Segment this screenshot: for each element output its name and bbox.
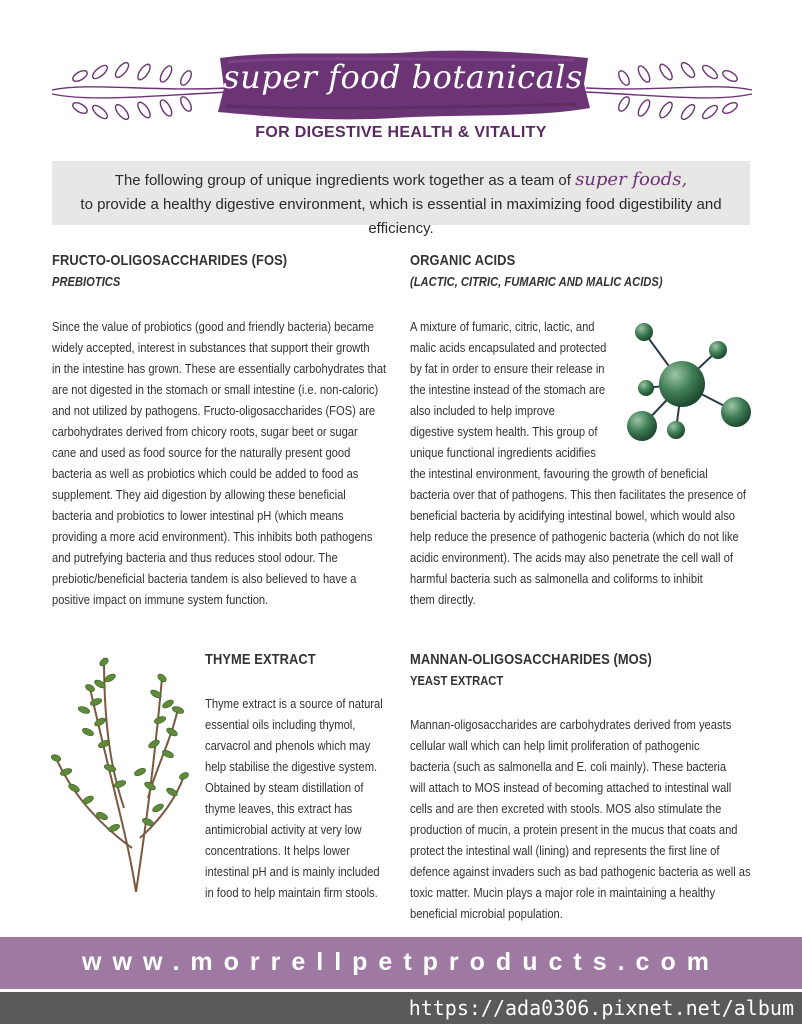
fos-body: Since the value of probiotics (good and friendly bacteria) became widely accepted, interest in substances that support their growth in the intestine has grown. These are essentially carbohydrates that are not digested in the stomach or small intestine (i.e. non-caloric) and not utilized by pathogens. Fructo-oligosaccharides (FOS) are carbohydrates derived from chicory roots, sugar beet or sugar cane and used as food source for the naturally present good bacteria as well as probiotics which could be added to food as supplement. They aid digestion by allowing these beneficial bacteria and probiotics to lower intestinal pH (which means providing a more acid environment). This inhibits both pathogens and putrefying bacteria and thus reduces stool odour. The prebiotic/beneficial bacteria tandem is also believed to have a positive impact on immune system function. <box>52 319 387 607</box>
acids-title: ORGANIC ACIDS <box>410 252 516 269</box>
thyme-body: Thyme extract is a source of natural essential oils including thymol, carvacrol and phenols which may help stabilise the digestive system. Obtained by steam distillation of thyme leaves, this extract has antimicrobial activity at very low concentrations. It helps lower intestinal pH and is mainly included in food to help maintain firm stools. <box>205 696 383 900</box>
footer-url-link[interactable]: www.morrellpetproducts.com <box>82 948 720 976</box>
mos-subtitle: YEAST EXTRACT <box>410 673 504 688</box>
intro-line-1 <box>52 168 750 193</box>
fos-title: FRUCTO-OLIGOSACCHARIDES (FOS) <box>52 252 288 269</box>
vine-left-icon <box>50 52 230 122</box>
fos-subtitle: PREBIOTICS <box>52 274 121 289</box>
intro-accent: super foods, <box>575 169 688 190</box>
mos-title: MANNAN-OLIGOSACCHARIDES (MOS) <box>410 651 652 668</box>
thyme-title: THYME EXTRACT <box>205 651 316 668</box>
intro-line-2: to provide a healthy digestive environment, which is essential in maximizing food digestibility and efficiency. <box>80 196 722 237</box>
page-title: super food botanicals <box>223 58 583 96</box>
thyme-sprig-icon <box>44 648 194 898</box>
intro-text: The following group of unique ingredients work together as a team of <box>114 172 576 189</box>
intro-band <box>52 161 750 237</box>
acids-body: A mixture of fumaric, citric, lactic, and malic acids encapsulated and protected by fat in order to ensure their release in the intestine instead of the stomach are also included to help improve digestive system health. This group of unique functional ingredients acidifies the intestinal environment, favouring the growth of beneficial bacteria over that of pathogens. This then facilitates the presence of beneficial bacteria by acidifying intestinal bowel, which would also help reduce the presence of pathogenic bacteria (which do not like acidic environment). The acids may also penetrate the cell wall of harmful bacteria such as salmonella and coliforms to inhibit them directly. <box>410 319 747 607</box>
molecule-icon <box>622 316 758 446</box>
acids-subtitle: (LACTIC, CITRIC, FUMARIC AND MALIC ACIDS) <box>410 274 663 289</box>
watermark-url: https://ada0306.pixnet.net/album <box>408 996 794 1020</box>
mos-body: Mannan-oligosaccharides are carbohydrates derived from yeasts cellular wall which can help limit proliferation of pathogenic bacteria (such as salmonella and E. coli mainly). These bacteria will attach to MOS instead of becoming attached to intestinal wall cells and are then excreted with stools. MOS also stimulate the production of mucin, a protein present in the mucus that coats and protect the intestinal wall (lining) and represents the first line of defence against invaders such as bad pathogenic bacteria as well as toxic matter. Mucin plays a major role in maintaining a healthy beneficial microbial population. <box>410 717 751 921</box>
vine-right-icon <box>584 52 754 122</box>
page-subtitle: FOR DIGESTIVE HEALTH & VITALITY <box>255 124 547 141</box>
